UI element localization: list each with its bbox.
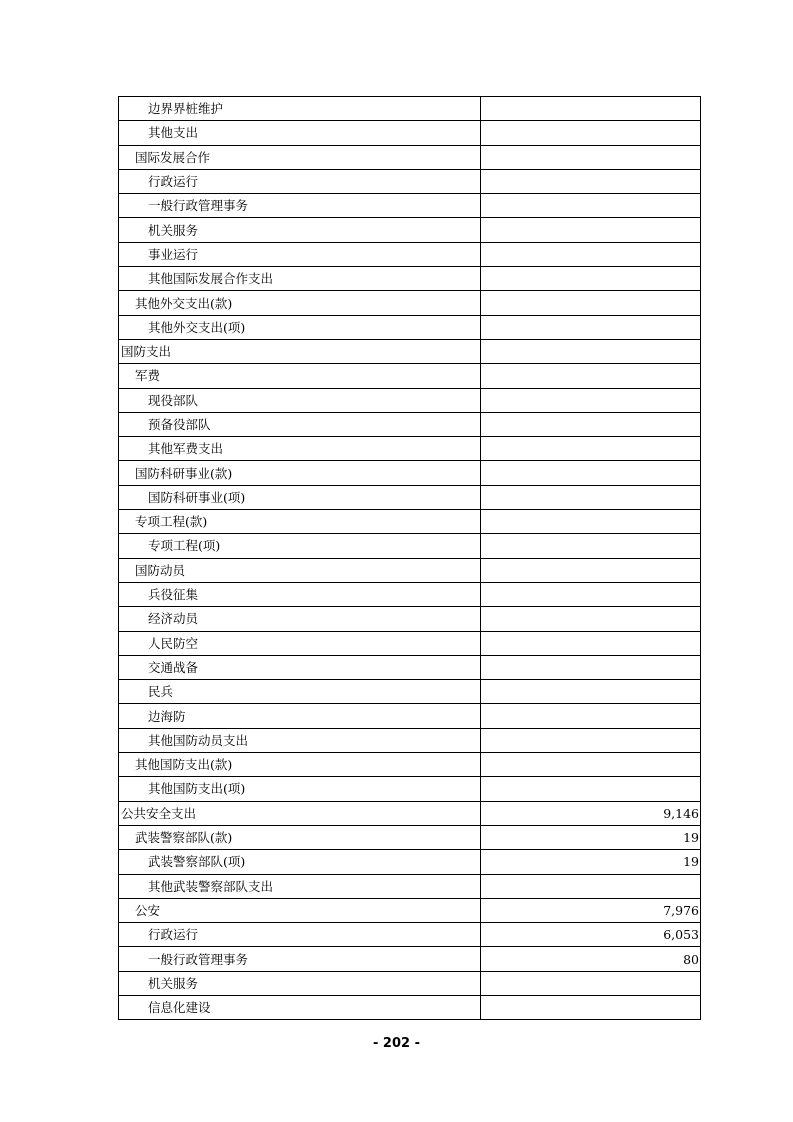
row-value [481,558,701,582]
table-row [119,582,701,606]
row-label: 事业运行 [119,242,481,266]
row-value [481,995,701,1019]
row-label: 一般行政管理事务 [119,194,481,218]
row-label: 其他外交支出(项) [119,315,481,339]
row-value [481,388,701,412]
row-label: 其他国际发展合作支出 [119,267,481,291]
row-label: 武装警察部队(款) [119,825,481,849]
row-label: 国防支出 [119,339,481,363]
table-row [119,898,701,922]
table-row [119,218,701,242]
table-row [119,728,701,752]
table-row [119,339,701,363]
row-value [481,267,701,291]
row-value [481,364,701,388]
row-value [481,242,701,266]
row-value: 19 [481,850,701,874]
table-row [119,534,701,558]
row-value: 19 [481,825,701,849]
row-label: 国防科研事业(项) [119,485,481,509]
row-label: 经济动员 [119,607,481,631]
table-row [119,825,701,849]
table-row [119,169,701,193]
row-label: 其他支出 [119,121,481,145]
table-row [119,388,701,412]
table-row [119,947,701,971]
table-row [119,145,701,169]
table-row [119,291,701,315]
table-row [119,437,701,461]
row-label: 其他国防动员支出 [119,728,481,752]
table-row [119,194,701,218]
row-value [481,291,701,315]
table-row [119,558,701,582]
row-label: 信息化建设 [119,995,481,1019]
table-row [119,704,701,728]
table-row [119,850,701,874]
row-label: 公共安全支出 [119,801,481,825]
row-label: 军费 [119,364,481,388]
row-value [481,412,701,436]
row-value: 6,053 [481,923,701,947]
table-row [119,753,701,777]
row-value [481,874,701,898]
table-row [119,121,701,145]
row-label: 兵役征集 [119,582,481,606]
row-value [481,728,701,752]
row-value [481,194,701,218]
row-label: 预备役部队 [119,412,481,436]
row-value [481,534,701,558]
row-label: 其他国防支出(款) [119,753,481,777]
row-value [481,704,701,728]
row-label: 武装警察部队(项) [119,850,481,874]
row-label: 国防科研事业(款) [119,461,481,485]
row-label: 边海防 [119,704,481,728]
row-label: 专项工程(项) [119,534,481,558]
row-label: 一般行政管理事务 [119,947,481,971]
row-label: 行政运行 [119,923,481,947]
row-value [481,461,701,485]
row-label: 国防动员 [119,558,481,582]
budget-table [118,96,701,1020]
table-row [119,97,701,121]
row-value [481,582,701,606]
row-label: 其他军费支出 [119,437,481,461]
row-label: 机关服务 [119,971,481,995]
table-row [119,995,701,1019]
table-row [119,412,701,436]
row-value [481,631,701,655]
row-value [481,315,701,339]
row-label: 其他武装警察部队支出 [119,874,481,898]
row-label: 其他国防支出(项) [119,777,481,801]
table-row [119,801,701,825]
row-label: 其他外交支出(款) [119,291,481,315]
row-value [481,777,701,801]
row-value [481,145,701,169]
row-value [481,339,701,363]
row-label: 行政运行 [119,169,481,193]
table-body [119,97,701,1020]
table-row [119,607,701,631]
row-value [481,97,701,121]
row-value: 7,976 [481,898,701,922]
table-row [119,242,701,266]
row-label: 专项工程(款) [119,510,481,534]
table-row [119,923,701,947]
row-label: 现役部队 [119,388,481,412]
row-label: 边界界桩维护 [119,97,481,121]
table-row [119,777,701,801]
row-label: 交通战备 [119,655,481,679]
row-value [481,655,701,679]
table-row [119,267,701,291]
table-row [119,680,701,704]
page-number: - 202 - [373,1036,420,1051]
table-row [119,461,701,485]
table-row [119,655,701,679]
table-row [119,510,701,534]
row-value [481,607,701,631]
table-row [119,315,701,339]
table-row [119,631,701,655]
table-row [119,364,701,388]
row-value [481,437,701,461]
row-value [481,218,701,242]
table-row [119,971,701,995]
row-value [481,510,701,534]
row-value: 80 [481,947,701,971]
row-label: 公安 [119,898,481,922]
row-value [481,121,701,145]
row-label: 机关服务 [119,218,481,242]
row-label: 人民防空 [119,631,481,655]
row-label: 民兵 [119,680,481,704]
table-row [119,874,701,898]
row-value: 9,146 [481,801,701,825]
row-value [481,753,701,777]
table-row [119,485,701,509]
row-label: 国际发展合作 [119,145,481,169]
row-value [481,971,701,995]
row-value [481,680,701,704]
row-value [481,169,701,193]
row-value [481,485,701,509]
